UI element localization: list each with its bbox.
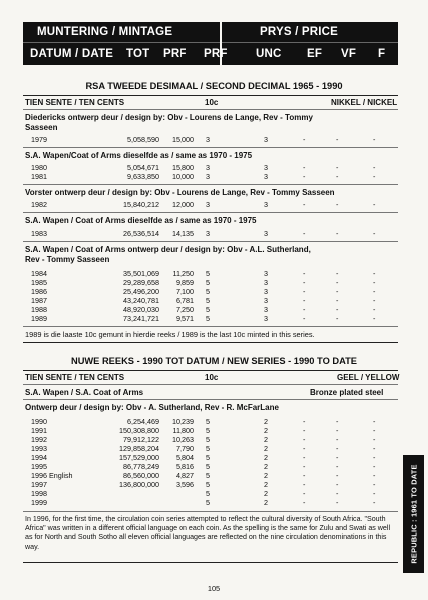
row-price-vf: - (336, 296, 339, 305)
row-price-prf: 5 (206, 471, 210, 480)
row-price-f: - (373, 489, 376, 498)
row-date: 1979 (31, 135, 47, 144)
row-price-vf: - (336, 453, 339, 462)
rule (23, 184, 398, 185)
row-prf: 6,781 (176, 296, 194, 305)
row-date: 1987 (31, 296, 47, 305)
row-date: 1994 (31, 453, 47, 462)
design-heading: S.A. Wapen/Coat of Arms dieselfde as / same as 1970 - 1975 (25, 151, 253, 160)
row-price-f: - (373, 498, 376, 507)
rule (23, 212, 398, 213)
col-prf-price: PRF (204, 48, 228, 60)
row-tot: 9,633,850 (127, 172, 159, 181)
mintage-row (0, 315, 428, 324)
mintage-row (0, 499, 428, 508)
row-price-unc: 2 (264, 480, 268, 489)
row-price-ef: - (303, 135, 306, 144)
row-prf: 15,800 (172, 163, 194, 172)
row-tot: 26,536,514 (123, 229, 159, 238)
row-tot: 5,058,590 (127, 135, 159, 144)
series-description: In 1996, for the first time, the circulation coin series attempted to reflect the cultural diversity of South Africa. "South Africa" was written in a different official language on each coin. As the spelling is the same for Zulu and Swati as well as for North and South Sotho all eleven official languages are reflected on the nine circulation denominations in this way. (25, 515, 391, 551)
section2-denomination: TIEN SENTE / TEN CENTS (25, 373, 125, 382)
mintage-row (0, 201, 428, 210)
row-price-prf: 5 (206, 296, 210, 305)
row-price-vf: - (336, 417, 339, 426)
mintage-row (0, 270, 428, 279)
row-prf: 15,000 (172, 135, 194, 144)
row-price-unc: 2 (264, 471, 268, 480)
row-price-vf: - (336, 287, 339, 296)
row-price-unc: 2 (264, 489, 268, 498)
rule (23, 342, 398, 343)
row-price-unc: 2 (264, 498, 268, 507)
row-price-prf: 5 (206, 462, 210, 471)
section1-value: 10c (205, 98, 219, 107)
row-price-f: - (373, 417, 376, 426)
section1-denomination: TIEN SENTE / TEN CENTS (25, 98, 125, 107)
side-tab (403, 455, 424, 573)
row-price-prf: 5 (206, 435, 210, 444)
header-rule-left (23, 42, 220, 43)
row-price-unc: 2 (264, 444, 268, 453)
row-price-prf: 3 (206, 163, 210, 172)
row-date: 1982 (31, 200, 47, 209)
row-price-ef: - (303, 471, 306, 480)
row-price-f: - (373, 426, 376, 435)
column-header-band (23, 22, 398, 65)
row-price-vf: - (336, 489, 339, 498)
rule (23, 241, 398, 242)
rule (23, 384, 398, 385)
row-price-ef: - (303, 489, 306, 498)
row-price-prf: 5 (206, 498, 210, 507)
row-price-prf: 5 (206, 426, 210, 435)
row-tot: 73,241,721 (123, 314, 159, 323)
mintage-row (0, 136, 428, 145)
row-date: 1983 (31, 229, 47, 238)
row-price-vf: - (336, 314, 339, 323)
row-price-prf: 3 (206, 200, 210, 209)
mintage-row (0, 279, 428, 288)
row-price-f: - (373, 278, 376, 287)
row-price-unc: 3 (264, 296, 268, 305)
row-price-unc: 3 (264, 229, 268, 238)
row-price-ef: - (303, 296, 306, 305)
row-price-vf: - (336, 444, 339, 453)
row-price-prf: 3 (206, 229, 210, 238)
row-price-prf: 5 (206, 480, 210, 489)
row-price-ef: - (303, 314, 306, 323)
row-price-f: - (373, 172, 376, 181)
row-tot: 136,800,000 (119, 480, 159, 489)
row-date: 1981 (31, 172, 47, 181)
row-price-vf: - (336, 135, 339, 144)
row-prf: 5,804 (176, 453, 194, 462)
row-price-vf: - (336, 435, 339, 444)
row-tot: 35,501,069 (123, 269, 159, 278)
row-price-unc: 3 (264, 278, 268, 287)
row-price-vf: - (336, 480, 339, 489)
row-tot: 150,308,800 (119, 426, 159, 435)
row-price-unc: 3 (264, 305, 268, 314)
row-price-ef: - (303, 462, 306, 471)
row-price-prf: 5 (206, 287, 210, 296)
row-tot: 157,529,000 (119, 453, 159, 462)
page-number: 105 (207, 584, 221, 593)
row-price-vf: - (336, 229, 339, 238)
row-price-unc: 3 (264, 269, 268, 278)
row-price-unc: 3 (264, 200, 268, 209)
row-price-f: - (373, 200, 376, 209)
mintage-row (0, 436, 428, 445)
row-price-vf: - (336, 163, 339, 172)
row-date: 1984 (31, 269, 47, 278)
row-price-prf: 3 (206, 172, 210, 181)
row-price-unc: 3 (264, 163, 268, 172)
row-date: 1996 English (31, 471, 73, 480)
row-price-prf: 5 (206, 453, 210, 462)
row-tot: 43,240,781 (123, 296, 159, 305)
row-price-prf: 5 (206, 278, 210, 287)
rule (23, 147, 398, 148)
row-price-prf: 5 (206, 444, 210, 453)
row-price-ef: - (303, 163, 306, 172)
row-date: 1989 (31, 314, 47, 323)
row-price-unc: 3 (264, 135, 268, 144)
mintage-row (0, 472, 428, 481)
row-price-prf: 5 (206, 489, 210, 498)
row-price-unc: 3 (264, 314, 268, 323)
row-tot: 79,912,122 (123, 435, 159, 444)
row-price-prf: 5 (206, 417, 210, 426)
row-price-prf: 5 (206, 305, 210, 314)
section2-metal-detail: Bronze plated steel (310, 388, 384, 397)
row-prf: 9,571 (176, 314, 194, 323)
row-price-prf: 5 (206, 269, 210, 278)
row-price-vf: - (336, 269, 339, 278)
mintage-row (0, 230, 428, 239)
series-note: 1989 is die laaste 10c gemunt in hierdie reeks / 1989 is the last 10c minted in this series. (25, 330, 315, 339)
col-ef: EF (307, 48, 323, 60)
rule (23, 326, 398, 327)
row-price-f: - (373, 269, 376, 278)
row-prf: 12,000 (172, 200, 194, 209)
rule (23, 109, 398, 110)
row-price-f: - (373, 287, 376, 296)
rule (23, 370, 398, 371)
row-price-ef: - (303, 229, 306, 238)
row-tot: 5,054,671 (127, 163, 159, 172)
mintage-row (0, 164, 428, 173)
rule (23, 562, 398, 563)
row-date: 1991 (31, 426, 47, 435)
row-date: 1998 (31, 489, 47, 498)
design-heading: S.A. Wapen / Coat of Arms ontwerp deur / design by: Obv - A.L. Sutherland, (25, 245, 311, 254)
row-tot: 6,254,469 (127, 417, 159, 426)
row-price-ef: - (303, 417, 306, 426)
row-price-f: - (373, 314, 376, 323)
rule (23, 399, 398, 400)
row-prf: 7,790 (176, 444, 194, 453)
row-prf: 7,100 (176, 287, 194, 296)
row-price-vf: - (336, 498, 339, 507)
row-price-ef: - (303, 172, 306, 181)
row-prf: 14,135 (172, 229, 194, 238)
row-tot: 86,560,000 (123, 471, 159, 480)
side-tab-label: REPUBLIC : 1961 TO DATE (409, 464, 418, 564)
mintage-row (0, 173, 428, 182)
row-date: 1999 (31, 498, 47, 507)
col-date: DATUM / DATE (30, 48, 114, 60)
row-price-vf: - (336, 278, 339, 287)
row-price-f: - (373, 435, 376, 444)
design-heading: Diedericks ontwerp deur / design by: Obv - Lourens de Lange, Rev - Tommy (25, 113, 313, 122)
mintage-row (0, 418, 428, 427)
row-price-ef: - (303, 480, 306, 489)
section2-metal: GEEL / YELLOW (337, 373, 400, 382)
row-price-vf: - (336, 462, 339, 471)
row-price-unc: 3 (264, 172, 268, 181)
row-prf: 5,816 (176, 462, 194, 471)
row-price-ef: - (303, 426, 306, 435)
row-prf: 7,250 (176, 305, 194, 314)
row-price-f: - (373, 135, 376, 144)
mintage-row (0, 297, 428, 306)
row-price-ef: - (303, 498, 306, 507)
rule (23, 511, 398, 512)
row-date: 1980 (31, 163, 47, 172)
row-price-f: - (373, 229, 376, 238)
col-tot: TOT (126, 48, 150, 60)
row-price-vf: - (336, 172, 339, 181)
row-date: 1995 (31, 462, 47, 471)
row-date: 1997 (31, 480, 47, 489)
row-prf: 3,596 (176, 480, 194, 489)
row-price-unc: 3 (264, 287, 268, 296)
row-price-ef: - (303, 453, 306, 462)
row-tot: 86,778,249 (123, 462, 159, 471)
rule (23, 95, 398, 96)
row-prf: 10,239 (172, 417, 194, 426)
design-heading-cont: Rev - Tommy Sasseen (25, 255, 110, 264)
row-price-prf: 3 (206, 135, 210, 144)
row-tot: 25,496,200 (123, 287, 159, 296)
row-price-f: - (373, 471, 376, 480)
mintage-row (0, 445, 428, 454)
row-price-vf: - (336, 305, 339, 314)
row-price-f: - (373, 462, 376, 471)
row-price-ef: - (303, 278, 306, 287)
col-f: F (378, 48, 386, 60)
row-date: 1992 (31, 435, 47, 444)
row-price-vf: - (336, 200, 339, 209)
row-price-unc: 2 (264, 435, 268, 444)
design-heading-cont: Sasseen (25, 123, 58, 132)
row-date: 1986 (31, 287, 47, 296)
section2-arms: S.A. Wapen / S.A. Coat of Arms (25, 388, 144, 397)
row-price-ef: - (303, 200, 306, 209)
row-price-ef: - (303, 269, 306, 278)
row-prf: 11,800 (172, 426, 194, 435)
row-tot: 29,289,658 (123, 278, 159, 287)
design-heading: Vorster ontwerp deur / design by: Obv - Lourens de Lange, Rev - Tommy Sasseen (25, 188, 335, 197)
col-prf: PRF (163, 48, 187, 60)
col-unc: UNC (256, 48, 282, 60)
section2-title: NUWE REEKS - 1990 TOT DATUM / NEW SERIES - 1990 TO DATE (70, 356, 357, 366)
row-price-prf: 5 (206, 314, 210, 323)
mintage-row (0, 454, 428, 463)
mintage-heading: MUNTERING / MINTAGE (37, 26, 173, 38)
row-tot: 129,858,204 (119, 444, 159, 453)
row-price-unc: 2 (264, 462, 268, 471)
row-price-f: - (373, 296, 376, 305)
row-price-f: - (373, 444, 376, 453)
row-prf: 4,827 (176, 471, 194, 480)
section2-design: Ontwerp deur / design by: Obv - A. Sutherland, Rev - R. McFarLane (25, 403, 279, 412)
price-heading: PRYS / PRICE (260, 26, 339, 38)
row-price-ef: - (303, 444, 306, 453)
row-price-ef: - (303, 305, 306, 314)
row-price-unc: 2 (264, 417, 268, 426)
row-price-vf: - (336, 426, 339, 435)
row-date: 1990 (31, 417, 47, 426)
row-price-ef: - (303, 287, 306, 296)
row-price-f: - (373, 453, 376, 462)
mintage-row (0, 481, 428, 490)
row-date: 1988 (31, 305, 47, 314)
row-tot: 48,920,030 (123, 305, 159, 314)
section1-metal: NIKKEL / NICKEL (331, 98, 398, 107)
header-rule-right (222, 42, 398, 43)
row-price-vf: - (336, 471, 339, 480)
mintage-row (0, 306, 428, 315)
row-price-f: - (373, 480, 376, 489)
design-heading: S.A. Wapen / Coat of Arms dieselfde as / same as 1970 - 1975 (25, 216, 257, 225)
row-price-unc: 2 (264, 426, 268, 435)
row-tot: 15,840,212 (123, 200, 159, 209)
row-date: 1985 (31, 278, 47, 287)
row-prf: 10,263 (172, 435, 194, 444)
section2-value: 10c (205, 373, 219, 382)
section1-title: RSA TWEEDE DESIMAAL / SECOND DECIMAL 1965 - 1990 (85, 81, 343, 91)
mintage-row (0, 288, 428, 297)
row-prf: 9,859 (176, 278, 194, 287)
col-vf: VF (341, 48, 357, 60)
row-price-unc: 2 (264, 453, 268, 462)
row-price-ef: - (303, 435, 306, 444)
row-price-f: - (373, 163, 376, 172)
row-date: 1993 (31, 444, 47, 453)
mintage-row (0, 427, 428, 436)
row-prf: 10,000 (172, 172, 194, 181)
row-prf: 11,250 (172, 269, 194, 278)
row-price-f: - (373, 305, 376, 314)
mintage-row (0, 490, 428, 499)
